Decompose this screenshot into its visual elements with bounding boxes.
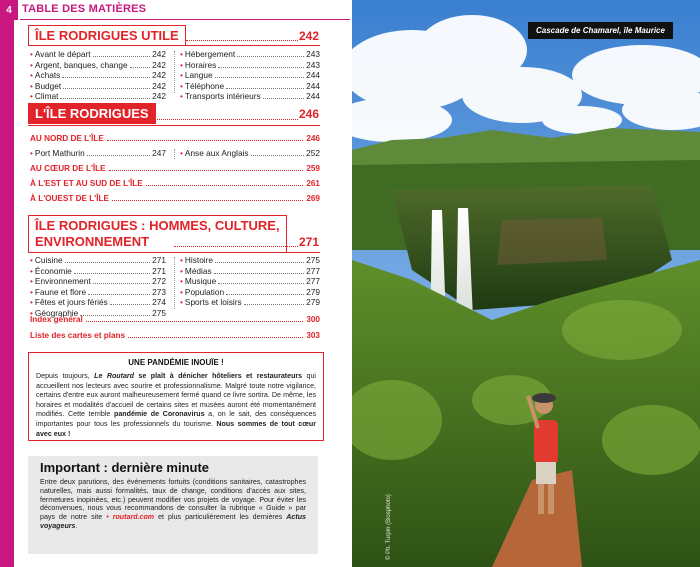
section-title-utile[interactable]: ÎLE RODRIGUES UTILE [28,25,186,46]
toc-entry[interactable] [180,255,320,266]
toc-entry-label: Musique [184,276,217,287]
toc-entry-page: 275 [306,255,320,265]
important-title: Important : dernière minute [40,460,210,475]
toc-entry[interactable] [30,255,166,266]
dot-leader [93,278,150,284]
dot-leader [251,150,305,156]
bullet-icon: • [30,265,33,276]
utile-left-column [30,49,166,102]
toc-entry[interactable] [30,49,166,60]
sub-coeur-label: AU CŒUR DE L'ÎLE [30,164,106,173]
toc-entry-label: Port Mathurin [34,148,85,158]
photo-caption: Cascade de Chamarel, île Maurice [528,22,673,39]
bullet-icon: • [180,70,183,81]
toc-entry-page: 273 [152,286,166,297]
section-page-hommes: 271 [299,235,320,249]
sub-coeur-page: 259 [306,164,320,173]
toc-entry-page: 243 [306,49,320,59]
toc-entry[interactable] [30,148,166,159]
section-underline [28,45,320,46]
toc-entry[interactable] [30,287,166,298]
toc-entry-page: 243 [306,59,320,70]
pandemic-text: qui accueillent nos lecteurs avec sourire et professionnalisme. Malgré toute notre vigilance, certains d'entre eux auront malheureusement fermé quand ce livre sortira. De même, les horaires et modalités d'accueil de certains sites et musées auront été momentanément modifiés. Cette terrible [36,372,317,419]
dot-leader [226,289,304,295]
sub-ouest[interactable] [30,194,320,203]
toc-entry-page: 279 [306,286,320,297]
bullet-icon: • [30,297,33,308]
dot-leader [93,51,151,57]
toc-entry[interactable] [180,297,320,308]
toc-entry-label: Économie [34,265,72,276]
dot-leader [62,72,150,78]
liste-cartes[interactable] [30,331,320,340]
toc-entry-label: Transports intérieurs [184,91,261,102]
routard-link-text: routard.com [112,513,155,522]
photo-credit: © Ph. Turpin (Biosphoto) [386,494,392,560]
column-divider [174,149,175,159]
bullet-icon: • [30,59,33,70]
toc-entry-page: 275 [152,307,166,318]
important-body [40,478,306,531]
actus-voyageurs: Actus voyageurs [40,513,306,530]
hommes-title-line2: ENVIRONNEMENT [35,234,150,249]
toc-entry-page: 247 [152,148,166,158]
section-rule [174,246,298,247]
bullet-icon: • [180,49,183,59]
toc-entry-page: 277 [306,265,320,276]
section-page-utile: 242 [299,29,320,43]
toc-entry-page: 242 [152,49,166,59]
toc-entry-page: 252 [306,148,320,158]
toc-entry-label: Hébergement [184,49,236,59]
pandemic-text: Depuis toujours, [36,372,95,380]
bullet-icon: • [180,91,183,102]
toc-entry-page: 242 [152,91,166,102]
dot-leader [215,72,305,78]
toc-entry-page: 242 [152,70,166,81]
toc-entry-page: 242 [152,80,166,91]
toc-entry-label: Achats [34,70,61,81]
toc-entry[interactable] [180,91,320,102]
toc-entry-page: 279 [306,297,320,308]
toc-entry[interactable] [180,266,320,277]
important-text: Entre deux parutions, des événements fortuits (conditions sanitaires, catastrophes naturelles, mais aussi formalités, taux de change, conditions d'accès aux sites, fermetures inopinées, etc.) peuvent modifier vos projets de voyage. Pour éviter les déconvenues, nous vous recommandons de consulter la rubrique « Guide » par pays de notre site [40,478,306,522]
photo-page [352,0,700,567]
column-divider [174,51,175,93]
dot-leader [226,83,304,89]
waterfall-photo [352,0,700,567]
important-text: et plus particulièrement les dernières [154,513,287,522]
dot-leader [63,83,150,89]
pandemic-bold-2: pandémie de Coronavirus [114,410,205,419]
dot-leader [218,278,304,284]
bullet-icon: • [30,148,33,158]
toc-entry[interactable] [180,148,320,159]
sub-ouest-page: 269 [306,194,320,203]
dot-leader [215,257,304,263]
toc-underline [20,19,350,20]
bullet-icon: • [180,286,183,297]
sub-nord[interactable] [30,134,320,143]
toc-entry-label: Horaires [184,59,217,70]
pandemic-bold-1: se plaît à dénicher hôteliers et restaurateurs [134,372,303,380]
toc-entry-label: Anse aux Anglais [184,148,249,158]
toc-entry-page: 244 [306,91,320,102]
section-rule [186,40,298,41]
bullet-icon: • [180,297,183,308]
bullet-icon: • [30,70,33,81]
toc-entry[interactable] [30,266,166,277]
toc-entry-page: 277 [306,276,320,287]
toc-entry-page: 274 [152,297,166,308]
pandemic-title: UNE PANDÉMIE INOUÏE ! [128,358,224,367]
toc-heading: TABLE DES MATIÈRES [22,3,147,15]
dot-leader [130,62,151,68]
toc-entry[interactable] [180,81,320,92]
hommes-title-line1: ÎLE RODRIGUES : HOMMES, CULTURE, [35,218,280,233]
hommes-right-column [180,255,320,308]
section-underline [28,125,320,126]
toc-entry-label: Sports et loisirs [184,297,242,308]
page-edge-band [0,0,14,567]
toc-entry[interactable] [30,60,166,71]
pandemic-text: a, on le sait, des conséquences importantes pour tous les professionnels du tourisme. [36,410,316,428]
toc-entry[interactable] [30,70,166,81]
section-title-ile[interactable]: L'ÎLE RODRIGUES [28,103,156,124]
bullet-icon: • [180,80,183,91]
column-divider [174,257,175,309]
toc-entry-page: 242 [152,59,166,70]
toc-entry[interactable] [180,60,320,71]
index-page: 300 [306,315,320,324]
toc-entry[interactable] [180,70,320,81]
bullet-icon: • [180,255,183,265]
toc-entry-label: Argent, banques, change [34,59,128,70]
toc-entry-label: Fêtes et jours fériés [34,297,108,308]
pandemic-brand: Le Routard [94,372,135,380]
bullet-icon: • [180,265,183,276]
bullet-icon: • [180,148,183,158]
index-label: Index général [30,315,83,324]
routard-link[interactable]: • routard.com [106,513,155,522]
toc-entry-page: 244 [306,80,320,91]
section-title-hommes[interactable] [28,215,287,253]
bullet-icon: • [30,49,33,59]
dot-leader [110,299,150,305]
toc-entry-label: Avant le départ [34,49,91,59]
page-number: 4 [0,0,18,20]
bullet-icon: • [30,286,33,297]
dot-leader [65,257,151,263]
dot-leader [244,299,305,305]
sub-coeur[interactable] [30,164,320,173]
nord-left-column [30,148,166,159]
sub-est-page: 261 [306,179,320,188]
utile-right-column [180,49,320,102]
toc-entry-label: Langue [184,70,213,81]
toc-entry-label: Population [184,286,225,297]
toc-entry-page: 271 [152,265,166,276]
dot-leader [74,268,150,274]
toc-entry-label: Médias [184,265,212,276]
sub-ouest-label: À L'OUEST DE L'ÎLE [30,194,109,203]
toc-entry-label: Géographie [34,307,79,318]
bullet-icon: • [30,80,33,91]
dot-leader [214,268,305,274]
toc-entry-page: 272 [152,276,166,287]
bullet-icon: • [30,307,33,318]
cartes-label: Liste des cartes et plans [30,331,126,340]
toc-entry-label: Climat [34,91,59,102]
pandemic-notice [28,352,324,441]
dot-leader [88,289,150,295]
important-text: . [75,521,78,530]
toc-entry-label: Téléphone [184,80,225,91]
cartes-page: 303 [306,331,320,340]
bullet-icon: • [180,59,183,70]
toc-entry[interactable] [30,81,166,92]
toc-entry[interactable] [30,276,166,287]
bullet-icon: • [30,91,33,102]
toc-entry-label: Faune et flore [34,286,87,297]
index-general[interactable] [30,315,320,324]
sub-nord-page: 246 [306,134,320,143]
toc-entry[interactable] [180,276,320,287]
toc-entry-label: Environnement [34,276,91,287]
toc-entry-page: 244 [306,70,320,81]
sub-est-label: À L'EST ET AU SUD DE L'ÎLE [30,179,143,188]
rock-face [497,218,607,265]
section-rule [146,119,298,120]
bullet-icon: • [180,276,183,287]
toc-entry-page: 271 [152,255,166,265]
hommes-left-column [30,255,166,319]
nord-right-column [180,148,320,159]
bullet-icon: • [30,255,33,265]
sub-nord-label: AU NORD DE L'ÎLE [30,134,104,143]
dot-leader [237,51,304,57]
important-notice [28,456,318,554]
section-underline [28,252,320,253]
pandemic-body [36,372,316,439]
toc-entry[interactable] [180,49,320,60]
dot-leader [87,150,150,156]
toc-entry-label: Budget [34,80,62,91]
toc-entry[interactable] [180,287,320,298]
sub-est-sud[interactable] [30,179,320,188]
toc-entry-label: Cuisine [34,255,63,265]
toc-entry[interactable] [30,297,166,308]
bullet-icon: • [30,276,33,287]
toc-entry-label: Histoire [184,255,214,265]
toc-entry[interactable] [30,91,166,102]
section-page-ile: 246 [299,107,320,121]
dot-leader [60,93,150,99]
dot-leader [218,62,304,68]
pandemic-bold-3: Nous sommes de tout cœur avec eux ! [36,419,316,438]
dot-leader [263,93,304,99]
